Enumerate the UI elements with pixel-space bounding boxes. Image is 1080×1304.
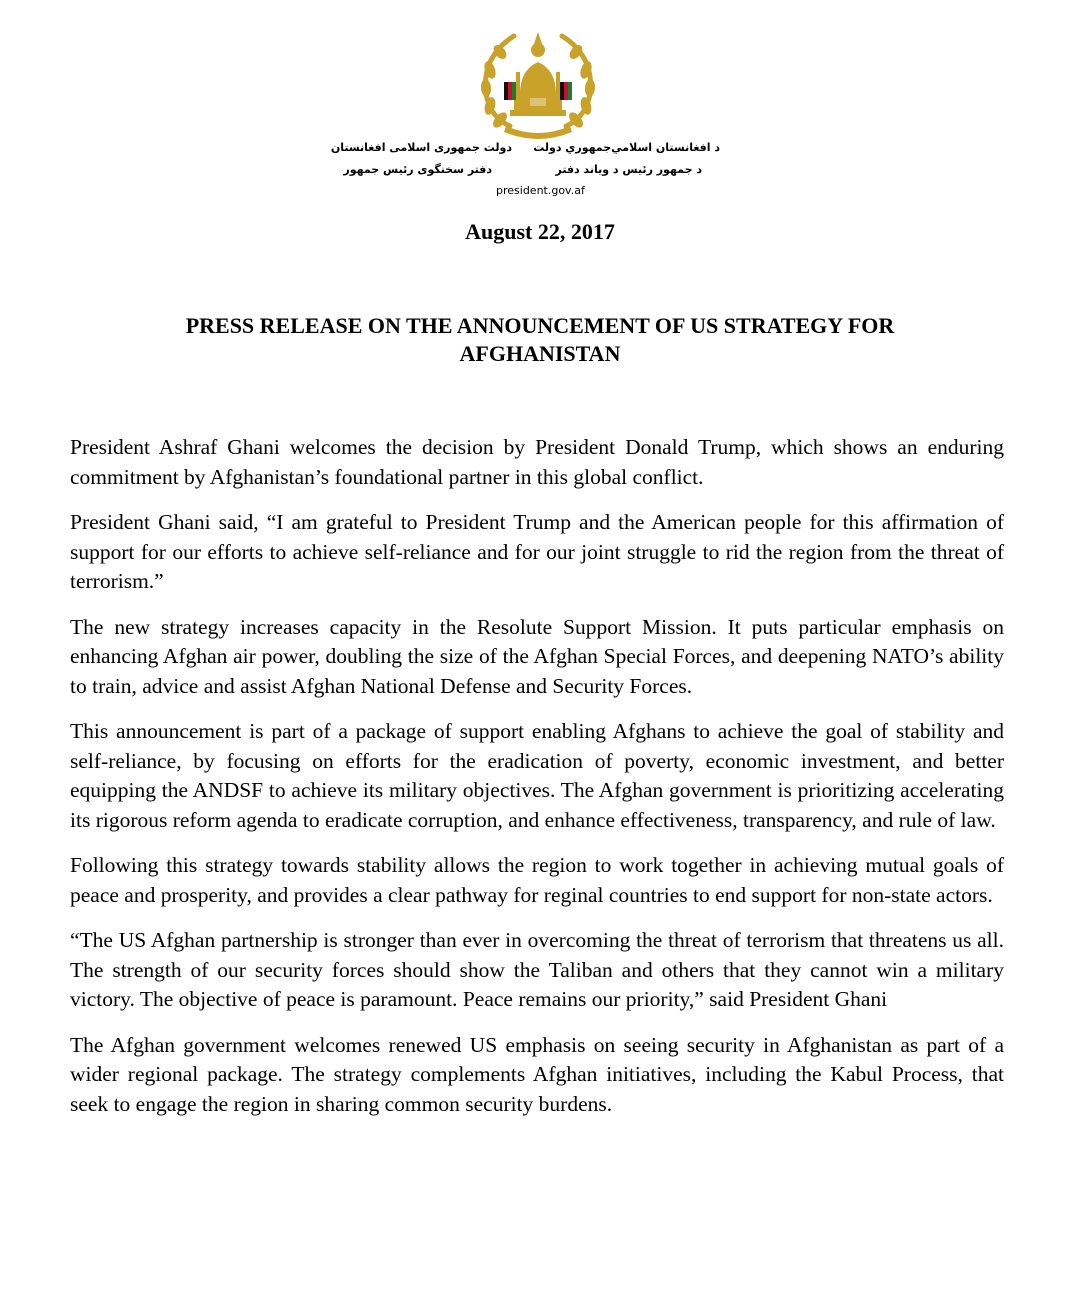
pashto-government-name: د افغانستان اسلامي‌جمهوري دولت [533, 141, 720, 154]
body-paragraph: The new strategy increases capacity in the Resolute Support Mission. It puts particular emphasis on enhancing Afghan air power, doubling the size of the Afghan Special Forces, and deepening NATO’s ability to train, advice and assist Afghan National Defense and Security Forces. [70, 614, 1004, 698]
body-paragraph: Following this strategy towards stability allows the region to work together in achieving mutual goals of peace and prosperity, and provides a clear pathway for reginal countries to end support for non-state actors. [70, 853, 1004, 907]
pashto-office-name: د جمهور رئیس د ویاند دفتر [555, 163, 702, 176]
press-release-body [70, 433, 1004, 1135]
body-paragraph: This announcement is part of a package of support enabling Afghans to achieve the goal of stability and self-reliance, by focusing on efforts for the eradication of poverty, economic investment, and better equipping the ANDSF to achieve its military objectives. The Afghan government is prioritizing accelerating its rigorous reform agenda to eradicate corruption, and enhance effectiveness, transparency, and rule of law. [70, 719, 1004, 832]
dari-office-name: دفتر سخنگوی رئیس جمهور [343, 163, 492, 176]
dari-government-name: دولت جمهوری اسلامی افغانستان [330, 141, 512, 154]
website-url: president.gov.af [496, 184, 585, 197]
body-paragraph: “The US Afghan partnership is stronger than ever in overcoming the threat of terrorism that threatens us all. The strength of our security forces should show the Taliban and others that they cannot win a military victory. The objective of peace is paramount. Peace remains our priority,” said President Ghani [70, 928, 1004, 1011]
body-paragraph: President Ashraf Ghani welcomes the decision by President Donald Trump, which shows an enduring commitment by Afghanistan’s foundational partner in this global conflict. [70, 435, 1004, 489]
afghanistan-emblem-icon [476, 30, 600, 142]
press-release-title: PRESS RELEASE ON THE ANNOUNCEMENT OF US STRATEGY FOR AFGHANISTAN [185, 313, 895, 366]
body-paragraph: President Ghani said, “I am grateful to President Trump and the American people for this affirmation of support for our efforts to achieve self-reliance and for our joint struggle to rid the region from the threat of terrorism.” [70, 510, 1004, 593]
release-date: August 22, 2017 [465, 219, 615, 244]
letterhead [0, 0, 1080, 210]
body-paragraph: The Afghan government welcomes renewed US emphasis on seeing security in Afghanistan as part of a wider regional package. The strategy complements Afghan initiatives, including the Kabul Process, that seek to engage the region in sharing common security burdens. [70, 1032, 1004, 1116]
